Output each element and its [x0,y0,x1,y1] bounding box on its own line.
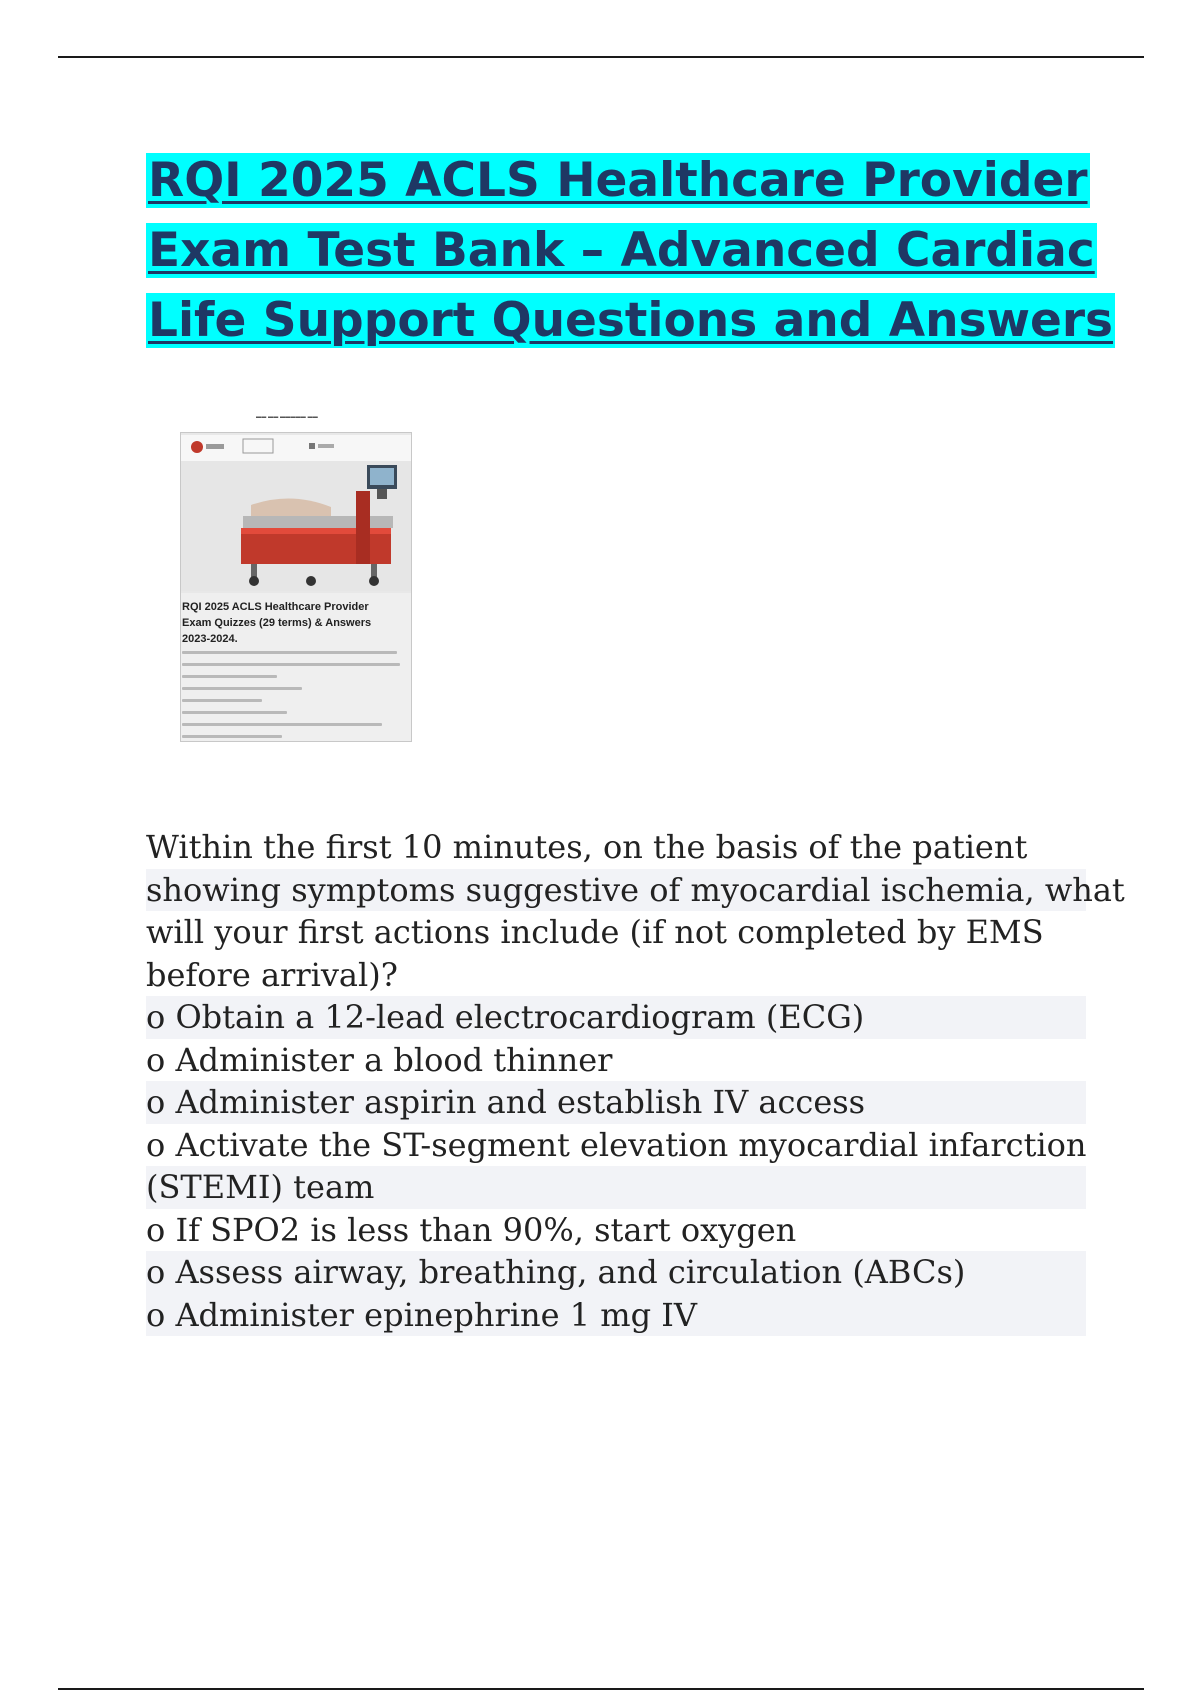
option-oxygen: o If SPO2 is less than 90%, start oxygen [146,1210,797,1249]
option-epinephrine: o Administer epinephrine 1 mg IV [146,1294,1086,1337]
cpr-manikin-cart-photo [181,461,411,591]
title-line-2[interactable]: Exam Test Bank – Advanced Cardiac [148,223,1095,278]
question-line: Within the first 10 minutes, on the basis of the patient [146,828,1028,866]
thumbnail-caption: ▬▬ ▬▬ ▬▬▬▬▬ ▬▬ [256,414,318,420]
document-thumbnail-image [180,432,412,742]
thumbnail-heading: RQI 2025 ACLS Healthcare Provider Exam Quizzes (29 terms) & Answers 2023-2024. [182,601,372,645]
question-block [146,826,1125,1336]
option-activate-stemi-team-cont: (STEMI) team [146,1166,1086,1209]
option-activate-stemi-team: o Activate the ST-segment elevation myocardial infarction [146,1125,1087,1164]
title-line-3[interactable]: Life Support Questions and Answers [148,293,1114,348]
option-obtain-ecg: o Obtain a 12-lead electrocardiogram (ECG) [146,996,1086,1039]
option-aspirin-iv: o Administer aspirin and establish IV access [146,1081,1086,1124]
question-line: before arrival)? [146,955,398,994]
option-blood-thinner: o Administer a blood thinner [146,1040,613,1079]
thumbnail-logo-strip [181,435,411,461]
document-title[interactable] [146,146,1114,356]
thumbnail-body-text-lines [182,651,407,742]
question-line: showing symptoms suggestive of myocardial ischemia, what [146,869,1086,912]
footer-rule [58,1688,1144,1690]
title-line-1[interactable]: RQI 2025 ACLS Healthcare Provider [148,153,1088,208]
header-rule [58,56,1144,58]
option-assess-abcs: o Assess airway, breathing, and circulation (ABCs) [146,1251,1086,1294]
question-line: will your first actions include (if not completed by EMS [146,913,1044,951]
